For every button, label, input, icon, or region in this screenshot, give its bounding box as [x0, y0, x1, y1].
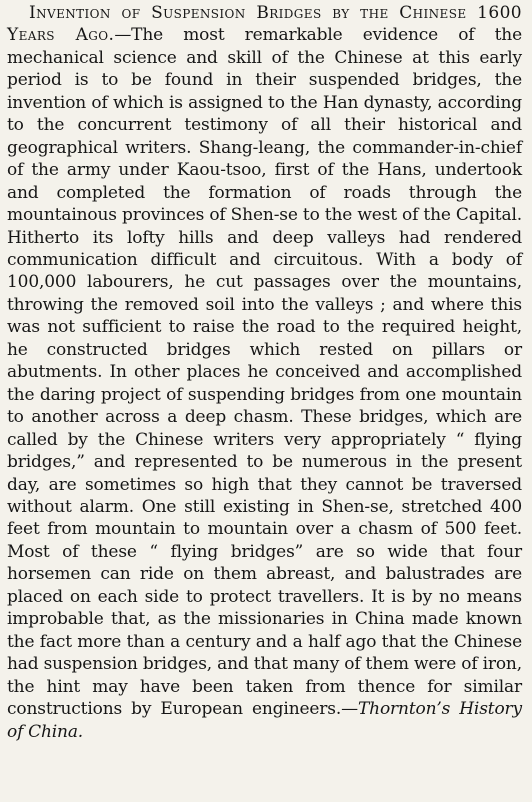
article-source-credit: Thornton’s History of China. [7, 699, 522, 742]
article-title: Invention of Suspension Bridges by the Chinese 1600 Years Ago. [7, 3, 522, 46]
article-body: —The most remarkable evidence of the mechanical science and skill of the Chinese at this early period is to be found in their suspended bridges, the invention of which is assigned to the Han dynasty, according to the concurrent testimony of all their historical and geographical writers. Shang-leang, the commander-in-chief of the army under Kaou-tsoo, first of the Hans, undertook and completed the formation of roads through the mountainous provinces of Shen-se to the west of the Capital. Hitherto its lofty hills and deep valleys had rendered communication difficult and circuitous. With a body of 100,000 labourers, he cut passages over the mountains, throwing the removed soil into the valleys ; and where this was not sufficient to raise the road to the required height, he constructed bridges which rested on pillars or abutments. In other places he conceived and accomplished the daring project of suspending bridges from one mountain to another across a deep chasm. These bridges, which are called by the Chinese writers very appropriately “ flying bridges,” and represented to be numerous in the present day, are sometimes so high that they cannot be traversed without alarm. One still existing in Shen-se, stretched 400 feet from mountain to mountain over a chasm of 500 feet. Most of these “ flying bridges” are so wide that four horsemen can ride on them abreast, and balustrades are placed on each side to protect travellers. It is by no means improbable that, as the missionaries in China made known the fact more than a century and a half ago that the Chinese had suspension bridges, and that many of them were of iron, the hint may have been taken from thence for similar constructions by European engineers.— [7, 25, 522, 720]
article-paragraph [7, 2, 522, 743]
